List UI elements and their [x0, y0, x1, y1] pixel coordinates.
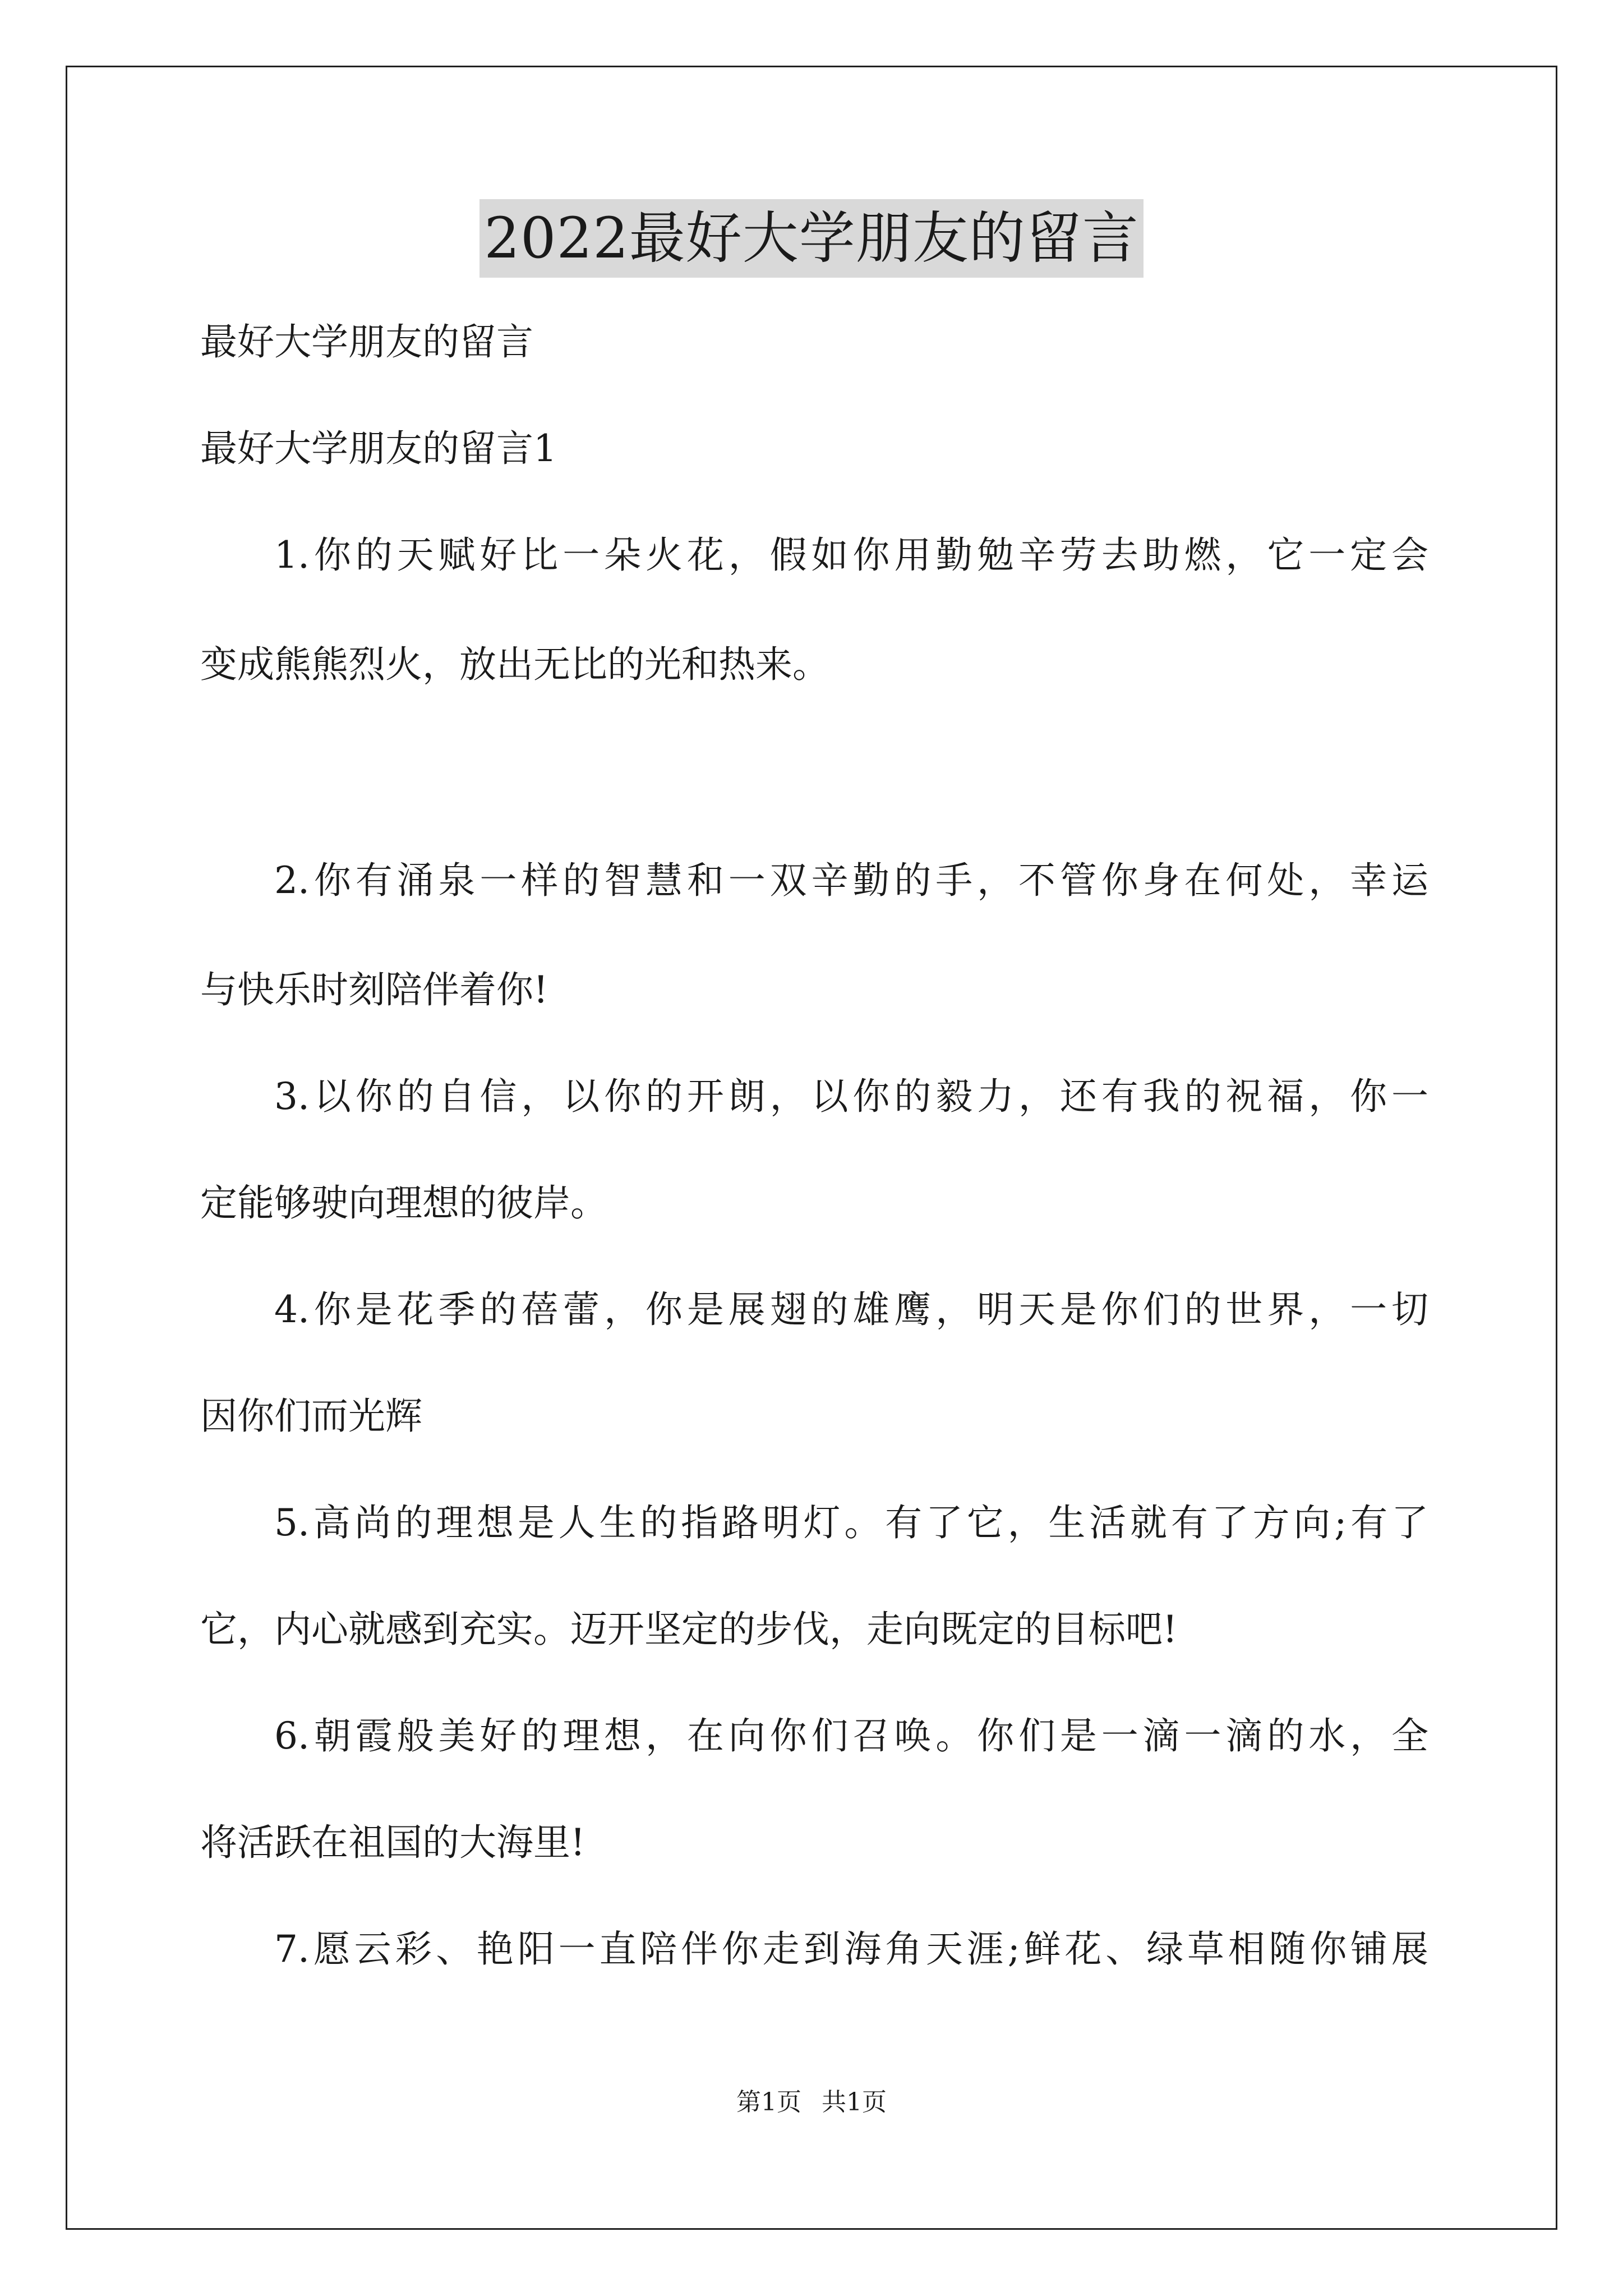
title-container [0, 199, 1623, 278]
paragraph-5-line-2: 它，内心就感到充实。迈开坚定的步伐，走向既定的目标吧! [200, 1608, 1178, 1651]
page-total: 共1页 [822, 2088, 887, 2116]
paragraph-6-line-1: 6.朝霞般美好的理想，在向你们召唤。你们是一滴一滴的水，全 [274, 1714, 1428, 1757]
paragraph-7-line-1: 7.愿云彩、艳阳一直陪伴你走到海角天涯;鲜花、绿草相随你铺展 [274, 1927, 1428, 1971]
paragraph-4-line-2: 因你们而光辉 [200, 1395, 422, 1438]
subheading: 最好大学朋友的留言1 [200, 427, 557, 470]
paragraph-1-line-1: 1.你的天赋好比一朵火花，假如你用勤勉辛劳去助燃，它一定会 [274, 533, 1428, 577]
page-border [66, 66, 1557, 2230]
paragraph-2-line-2: 与快乐时刻陪伴着你! [200, 968, 548, 1011]
paragraph-5-line-1: 5.高尚的理想是人生的指路明灯。有了它，生活就有了方向;有了 [274, 1501, 1428, 1544]
page-number: 第1页 [736, 2088, 801, 2116]
paragraph-4-line-1: 4.你是花季的蓓蕾，你是展翅的雄鹰，明天是你们的世界，一切 [274, 1288, 1428, 1331]
paragraph-6-line-2: 将活跃在祖国的大海里! [200, 1821, 585, 1864]
paragraph-3-line-2: 定能够驶向理想的彼岸。 [200, 1181, 607, 1225]
heading: 最好大学朋友的留言 [200, 320, 533, 364]
paragraph-1-line-2: 变成熊熊烈火，放出无比的光和热来。 [200, 643, 829, 686]
paragraph-3-line-1: 3.以你的自信，以你的开朗，以你的毅力，还有我的祝福，你一 [274, 1075, 1428, 1118]
paragraph-2-line-1: 2.你有涌泉一样的智慧和一双辛勤的手，不管你身在何处，幸运 [274, 859, 1428, 902]
page-footer [0, 2086, 1623, 2119]
document-title: 2022最好大学朋友的留言 [479, 199, 1144, 278]
